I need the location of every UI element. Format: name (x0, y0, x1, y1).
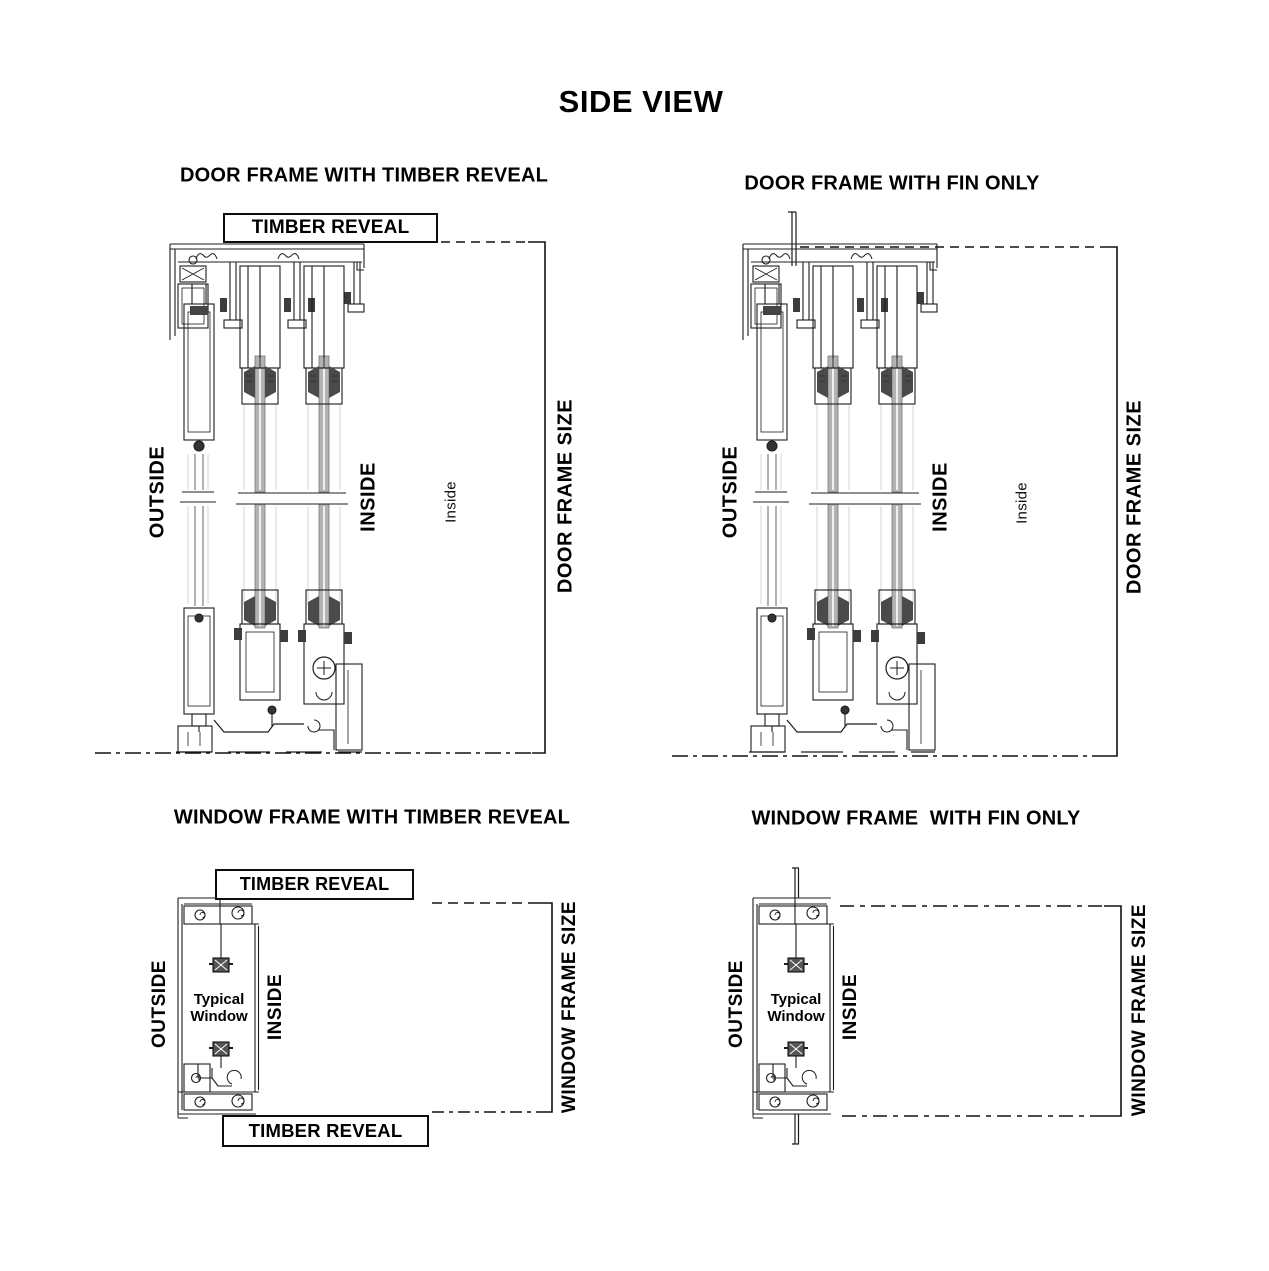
inside-small-label-door-timber: Inside (442, 481, 460, 523)
door-frame-timber-reveal-drawing (170, 244, 364, 752)
heading-window-frame-timber-reveal: WINDOW FRAME WITH TIMBER REVEAL (173, 806, 571, 829)
inside-label-door-fin: INSIDE (929, 462, 952, 532)
inside-label-window-timber: INSIDE (265, 973, 286, 1041)
outside-label-door-timber: OUTSIDE (146, 445, 169, 539)
heading-door-frame-timber-reveal: DOOR FRAME WITH TIMBER REVEAL (179, 164, 549, 187)
heading-window-frame-fin-only: WINDOW FRAME WITH FIN ONLY (751, 807, 1081, 830)
window-frame-size-label-right: WINDOW FRAME SIZE (1129, 903, 1150, 1117)
typical-window-label-right: Typical Window (767, 990, 825, 1025)
outside-label-window-fin: OUTSIDE (726, 960, 747, 1048)
heading-door-frame-fin-only: DOOR FRAME WITH FIN ONLY (744, 172, 1040, 195)
window-frame-size-dimension-right (840, 906, 1121, 1116)
page-title: SIDE VIEW (558, 84, 724, 119)
timber-reveal-box-window-top: TIMBER REVEAL (215, 869, 414, 900)
door-frame-fin-only-drawing (743, 212, 937, 752)
inside-label-window-fin: INSIDE (840, 973, 861, 1041)
inside-small-label-door-fin: Inside (1013, 482, 1031, 524)
outside-label-window-timber: OUTSIDE (149, 960, 170, 1048)
outside-label-door-fin: OUTSIDE (719, 445, 742, 539)
typical-window-label-left: Typical Window (190, 990, 248, 1025)
window-frame-size-label-left: WINDOW FRAME SIZE (559, 900, 580, 1114)
inside-label-door-timber: INSIDE (357, 462, 380, 532)
timber-reveal-box-door: TIMBER REVEAL (223, 213, 438, 243)
door-frame-size-label-left: DOOR FRAME SIZE (554, 398, 577, 594)
timber-reveal-box-window-bottom: TIMBER REVEAL (222, 1115, 429, 1147)
door-frame-size-label-right: DOOR FRAME SIZE (1123, 399, 1146, 595)
window-frame-size-dimension-left (432, 903, 552, 1112)
